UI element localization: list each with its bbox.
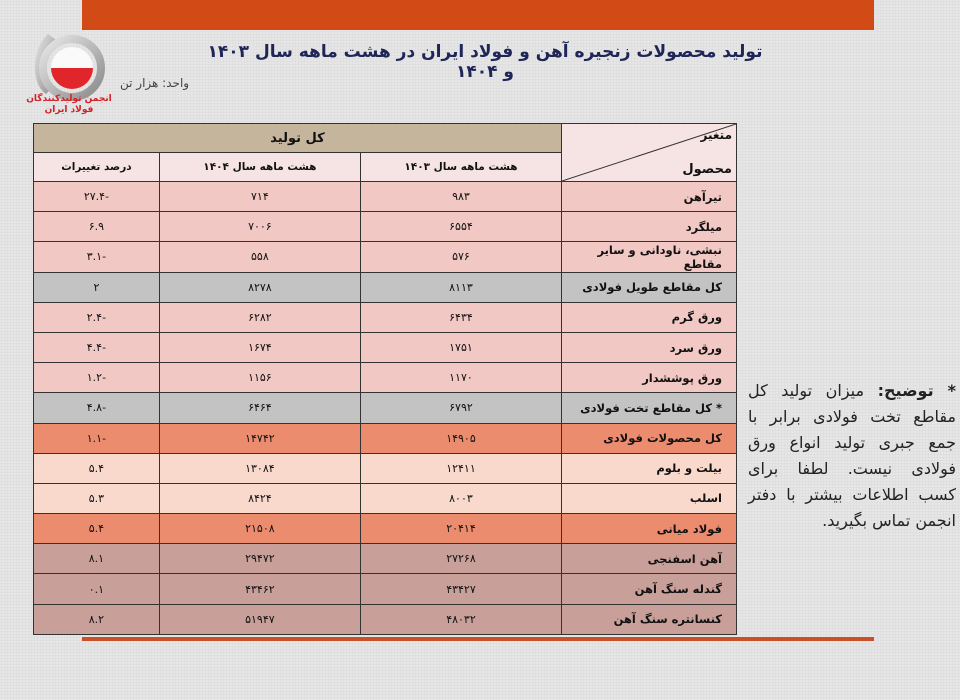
product-cell: آهن اسفنجی (562, 544, 737, 574)
corner-header-cell (562, 124, 737, 182)
table-row (34, 423, 737, 453)
value-1404-cell: ۱۱۵۶ (159, 363, 360, 393)
table-row (34, 272, 737, 302)
value-1404-cell: ۱۳۰۸۴ (159, 453, 360, 483)
production-table (33, 123, 737, 635)
top-accent-bar (82, 0, 874, 30)
value-1404-cell: ۲۱۵۰۸ (159, 514, 360, 544)
product-cell: تیرآهن (562, 182, 737, 212)
logo-text-line2: فولاد ایران (44, 105, 94, 115)
value-1404-cell: ۸۴۲۴ (159, 483, 360, 513)
table-row (34, 483, 737, 513)
value-1403-cell: ۸۰۰۳ (360, 483, 561, 513)
product-cell: ورق پوششدار (562, 363, 737, 393)
corner-variable-label: متغیر (700, 128, 732, 142)
value-1404-cell: ۶۲۸۲ (159, 302, 360, 332)
value-1404-cell: ۸۲۷۸ (159, 272, 360, 302)
change-percent-cell: -۳.۱ (34, 242, 160, 272)
product-cell: فولاد میانی (562, 514, 737, 544)
value-1403-cell: ۱۴۹۰۵ (360, 423, 561, 453)
value-1403-cell: ۴۸۰۳۲ (360, 604, 561, 634)
value-1403-cell: ۶۵۵۴ (360, 212, 561, 242)
change-percent-cell: ۶.۹ (34, 212, 160, 242)
product-cell: کنسانتره سنگ آهن (562, 604, 737, 634)
value-1403-cell: ۹۸۳ (360, 182, 561, 212)
table-row (34, 393, 737, 423)
product-cell: میلگرد (562, 212, 737, 242)
bottom-accent-bar (82, 637, 874, 641)
table-row (34, 302, 737, 332)
value-1403-cell: ۱۱۷۰ (360, 363, 561, 393)
table-row (34, 242, 737, 272)
change-percent-cell: ۰.۱ (34, 574, 160, 604)
change-percent-cell: ۵.۴ (34, 514, 160, 544)
table-row (34, 363, 737, 393)
change-percent-cell: -۴.۴ (34, 332, 160, 362)
table-row (34, 604, 737, 634)
col-header-1403: هشت ماهه سال ۱۴۰۳ (360, 153, 561, 182)
footnote-text: میزان تولید کل مقاطع تخت فولادی برابر با جمع جبری تولید انواع ورق فولادی نیست. لطفا برای کسب اطلاعات بیشتر با دفتر انجمن تماس بگیرید. (748, 381, 956, 530)
footnote-label: * توضیح: (877, 381, 956, 400)
table-row (34, 544, 737, 574)
logo-text-line1: انجمن تولیدکنندگان (26, 94, 112, 104)
total-production-header: کل تولید (34, 124, 562, 153)
table-row (34, 212, 737, 242)
product-cell: * کل مقاطع تخت فولادی (562, 393, 737, 423)
change-percent-cell: -۱.۲ (34, 363, 160, 393)
corner-product-label: محصول (682, 162, 732, 177)
value-1404-cell: ۷۱۴ (159, 182, 360, 212)
table-row (34, 182, 737, 212)
table-row (34, 453, 737, 483)
product-cell: اسلب (562, 483, 737, 513)
change-percent-cell: -۲۷.۴ (34, 182, 160, 212)
change-percent-cell: ۸.۲ (34, 604, 160, 634)
product-cell: کل مقاطع طویل فولادی (562, 272, 737, 302)
table-row (34, 514, 737, 544)
value-1403-cell: ۶۴۳۴ (360, 302, 561, 332)
value-1403-cell: ۸۱۱۳ (360, 272, 561, 302)
footnote (748, 378, 956, 534)
value-1403-cell: ۲۷۲۶۸ (360, 544, 561, 574)
value-1403-cell: ۴۳۴۲۷ (360, 574, 561, 604)
change-percent-cell: ۲ (34, 272, 160, 302)
product-cell: نبشی، ناودانی و سایر مقاطع (562, 242, 737, 272)
product-cell: ورق گرم (562, 302, 737, 332)
change-percent-cell: ۸.۱ (34, 544, 160, 574)
value-1404-cell: ۱۶۷۴ (159, 332, 360, 362)
unit-label: واحد: هزار تن (120, 76, 190, 90)
change-percent-cell: ۵.۳ (34, 483, 160, 513)
value-1403-cell: ۱۲۴۱۱ (360, 453, 561, 483)
change-percent-cell: -۲.۴ (34, 302, 160, 332)
value-1403-cell: ۶۷۹۲ (360, 393, 561, 423)
col-header-change: درصد تغییرات (34, 153, 160, 182)
change-percent-cell: -۴.۸ (34, 393, 160, 423)
value-1404-cell: ۴۳۴۶۲ (159, 574, 360, 604)
product-cell: گندله سنگ آهن (562, 574, 737, 604)
page-title: تولید محصولات زنجیره آهن و فولاد ایران در هشت ماهه سال ۱۴۰۳ و ۱۴۰۴ (207, 42, 763, 82)
product-cell: بیلت و بلوم (562, 453, 737, 483)
product-cell: کل محصولات فولادی (562, 423, 737, 453)
change-percent-cell: ۵.۴ (34, 453, 160, 483)
value-1404-cell: ۷۰۰۶ (159, 212, 360, 242)
change-percent-cell: -۱.۱ (34, 423, 160, 453)
value-1404-cell: ۱۴۷۴۲ (159, 423, 360, 453)
value-1403-cell: ۲۰۴۱۴ (360, 514, 561, 544)
logo-text (24, 94, 114, 116)
value-1403-cell: ۵۷۶ (360, 242, 561, 272)
value-1404-cell: ۵۱۹۴۷ (159, 604, 360, 634)
col-header-1404: هشت ماهه سال ۱۴۰۴ (159, 153, 360, 182)
value-1404-cell: ۵۵۸ (159, 242, 360, 272)
value-1404-cell: ۲۹۴۷۲ (159, 544, 360, 574)
table-row (34, 332, 737, 362)
product-cell: ورق سرد (562, 332, 737, 362)
table-row (34, 574, 737, 604)
value-1403-cell: ۱۷۵۱ (360, 332, 561, 362)
value-1404-cell: ۶۴۶۴ (159, 393, 360, 423)
